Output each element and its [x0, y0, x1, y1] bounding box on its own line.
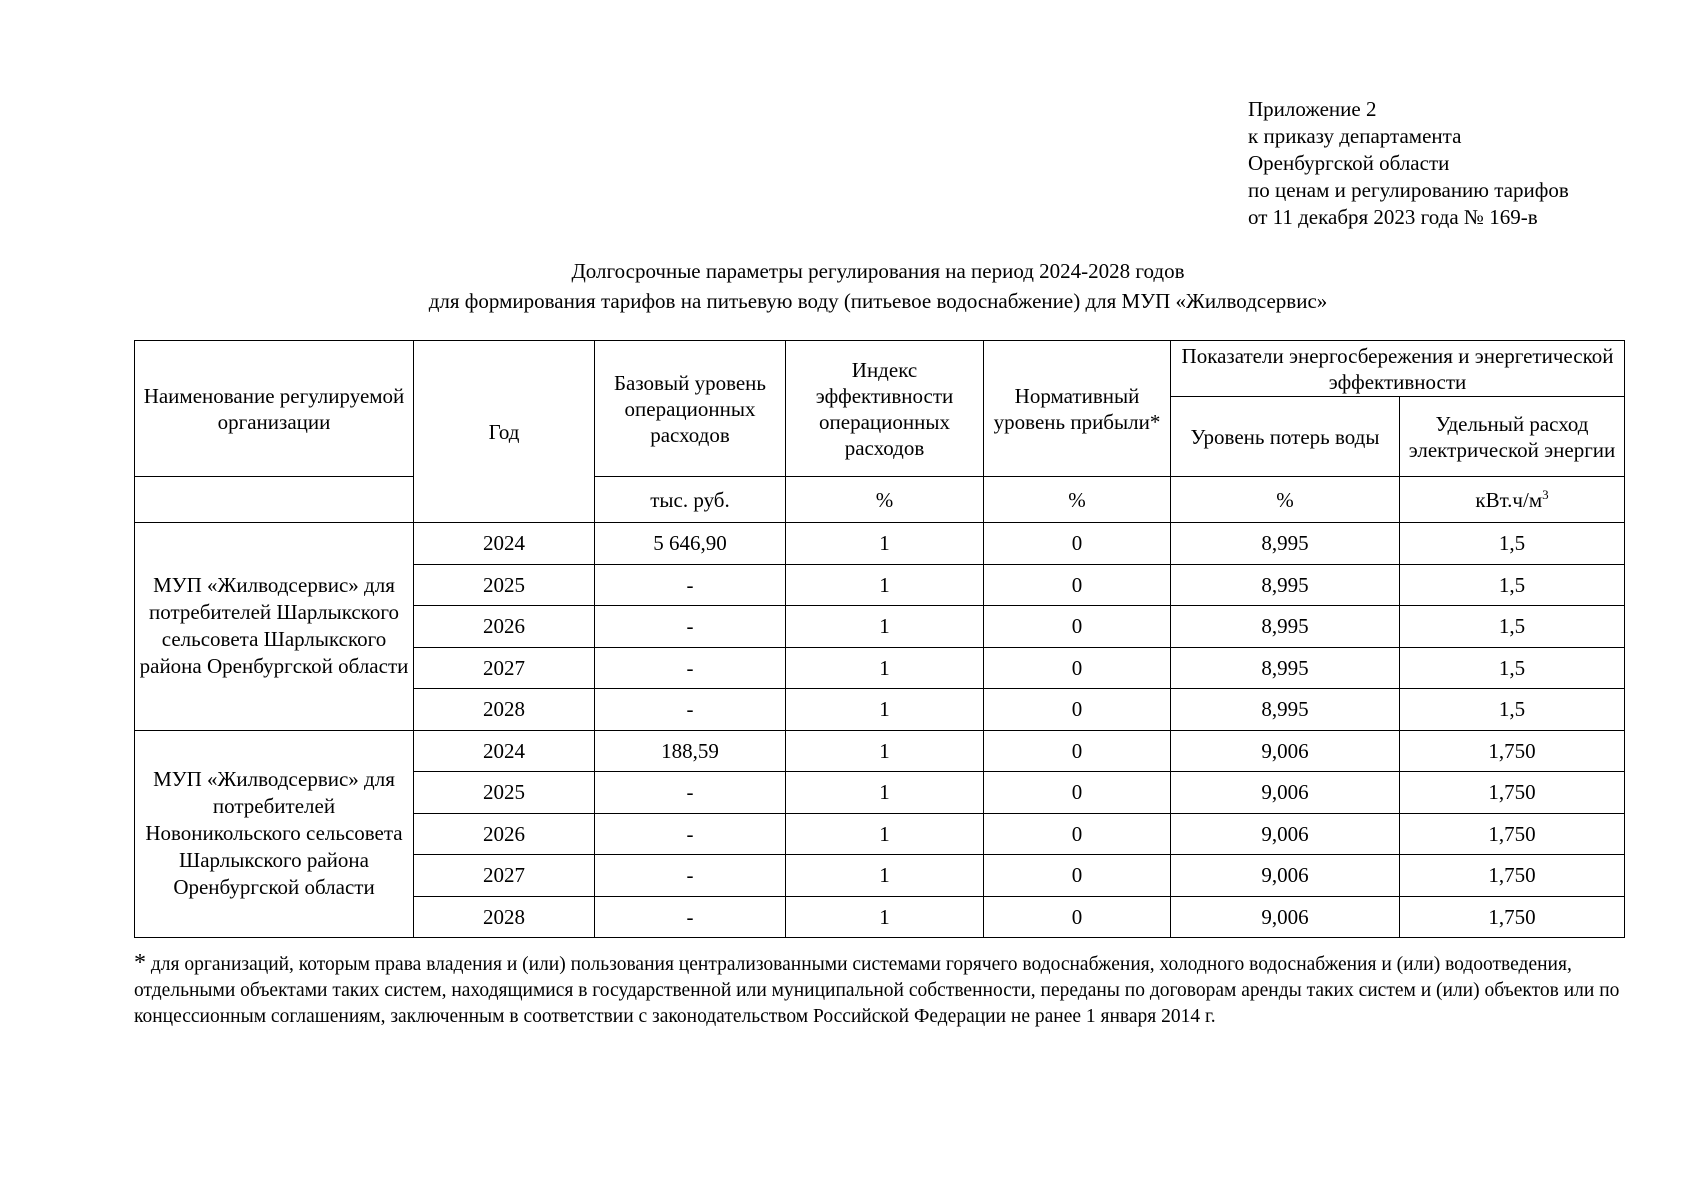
header-base-opex: Базовый уровень операционных расходов [595, 341, 786, 477]
header-year: Год [414, 341, 595, 523]
header-efficiency-index: Индекс эффективности операционных расходов [786, 341, 984, 477]
cell-year: 2026 [414, 606, 595, 648]
parameters-table [134, 340, 1625, 938]
cell-profit-level: 0 [984, 564, 1171, 606]
cell-organization: МУП «Жилводсервис» для потребителей Новоникольского сельсовета Шарлыкского района Оренбургской области [135, 730, 414, 938]
cell-power-consumption: 1,5 [1400, 689, 1625, 731]
cell-base-opex: - [595, 564, 786, 606]
cell-water-loss: 9,006 [1171, 896, 1400, 938]
cell-profit-level: 0 [984, 855, 1171, 897]
cell-efficiency-index: 1 [786, 647, 984, 689]
annex-line: к приказу департамента [1248, 124, 1462, 148]
cell-power-consumption: 1,750 [1400, 813, 1625, 855]
cell-water-loss: 8,995 [1171, 606, 1400, 648]
header-power-consumption: Удельный расход электрической энергии [1400, 397, 1625, 477]
cell-power-consumption: 1,750 [1400, 896, 1625, 938]
title-line-2: для формирования тарифов на питьевую воду (питьевое водоснабжение) для МУП «Жилводсервис» [428, 289, 1328, 313]
unit-power-text: кВт.ч/м [1475, 487, 1543, 512]
cell-water-loss: 8,995 [1171, 523, 1400, 565]
cell-power-consumption: 1,5 [1400, 523, 1625, 565]
table-row [135, 730, 1625, 772]
cell-base-opex: - [595, 689, 786, 731]
cell-water-loss: 8,995 [1171, 689, 1400, 731]
cell-year: 2028 [414, 896, 595, 938]
units-row [135, 477, 1625, 523]
header-org: Наименование регулируемой организации [135, 341, 414, 477]
cell-year: 2028 [414, 689, 595, 731]
cell-water-loss: 8,995 [1171, 564, 1400, 606]
annex-header [1248, 96, 1569, 231]
header-water-loss: Уровень потерь воды [1171, 397, 1400, 477]
cell-efficiency-index: 1 [786, 689, 984, 731]
cell-profit-level: 0 [984, 689, 1171, 731]
cell-base-opex: - [595, 896, 786, 938]
header-energy-group: Показатели энергосбережения и энергетической эффективности [1171, 341, 1625, 397]
cell-power-consumption: 1,750 [1400, 730, 1625, 772]
cell-profit-level: 0 [984, 523, 1171, 565]
cell-year: 2024 [414, 523, 595, 565]
document-title [134, 256, 1622, 316]
cell-year: 2025 [414, 564, 595, 606]
cell-efficiency-index: 1 [786, 772, 984, 814]
cell-base-opex: 188,59 [595, 730, 786, 772]
cell-organization: МУП «Жилводсервис» для потребителей Шарлыкского сельсовета Шарлыкского района Оренбургской области [135, 523, 414, 731]
cell-profit-level: 0 [984, 772, 1171, 814]
cell-water-loss: 9,006 [1171, 730, 1400, 772]
cell-base-opex: - [595, 855, 786, 897]
cell-efficiency-index: 1 [786, 896, 984, 938]
cell-efficiency-index: 1 [786, 523, 984, 565]
annex-line: по ценам и регулированию тарифов [1248, 178, 1569, 202]
cell-year: 2027 [414, 647, 595, 689]
units-org-empty [135, 477, 414, 523]
cell-profit-level: 0 [984, 606, 1171, 648]
cell-efficiency-index: 1 [786, 564, 984, 606]
cell-water-loss: 9,006 [1171, 855, 1400, 897]
cell-profit-level: 0 [984, 647, 1171, 689]
unit-profit: % [984, 477, 1171, 523]
unit-power [1400, 477, 1625, 523]
cell-water-loss: 9,006 [1171, 813, 1400, 855]
cell-base-opex: 5 646,90 [595, 523, 786, 565]
cell-efficiency-index: 1 [786, 855, 984, 897]
table-row [135, 523, 1625, 565]
cell-year: 2027 [414, 855, 595, 897]
cell-efficiency-index: 1 [786, 730, 984, 772]
footnote-star: * [134, 950, 146, 976]
unit-base: тыс. руб. [595, 477, 786, 523]
annex-line: Приложение 2 [1248, 97, 1377, 121]
cell-power-consumption: 1,5 [1400, 606, 1625, 648]
cell-power-consumption: 1,750 [1400, 772, 1625, 814]
cell-base-opex: - [595, 606, 786, 648]
footnote [134, 950, 1634, 1030]
cell-year: 2026 [414, 813, 595, 855]
unit-loss: % [1171, 477, 1400, 523]
header-profit-level: Нормативный уровень прибыли* [984, 341, 1171, 477]
cell-base-opex: - [595, 647, 786, 689]
header-row-1 [135, 341, 1625, 397]
cell-year: 2025 [414, 772, 595, 814]
cell-profit-level: 0 [984, 813, 1171, 855]
cell-profit-level: 0 [984, 896, 1171, 938]
cell-year: 2024 [414, 730, 595, 772]
footnote-text: для организаций, которым права владения и (или) пользования централизованными системами горячего водоснабжения, холодного водоснабжения и (или) водоотведения, отдельными объектами таких систем, находящимися в государственной или муниципальной собственности, переданы по договорам аренды таких систем и (или) объектов или по концессионным соглашениям, заключенным в соответствии с законодательством Российской Федерации не ранее 1 января 2014 г. [134, 954, 1620, 1027]
cell-power-consumption: 1,750 [1400, 855, 1625, 897]
title-line-1: Долгосрочные параметры регулирования на период 2024-2028 годов [571, 259, 1185, 283]
cell-base-opex: - [595, 813, 786, 855]
cell-efficiency-index: 1 [786, 813, 984, 855]
cell-water-loss: 8,995 [1171, 647, 1400, 689]
cell-water-loss: 9,006 [1171, 772, 1400, 814]
annex-line: Оренбургской области [1248, 151, 1450, 175]
unit-power-sup: 3 [1542, 486, 1549, 502]
cell-profit-level: 0 [984, 730, 1171, 772]
cell-power-consumption: 1,5 [1400, 647, 1625, 689]
cell-base-opex: - [595, 772, 786, 814]
cell-power-consumption: 1,5 [1400, 564, 1625, 606]
unit-index: % [786, 477, 984, 523]
annex-line: от 11 декабря 2023 года № 169-в [1248, 205, 1538, 229]
cell-efficiency-index: 1 [786, 606, 984, 648]
